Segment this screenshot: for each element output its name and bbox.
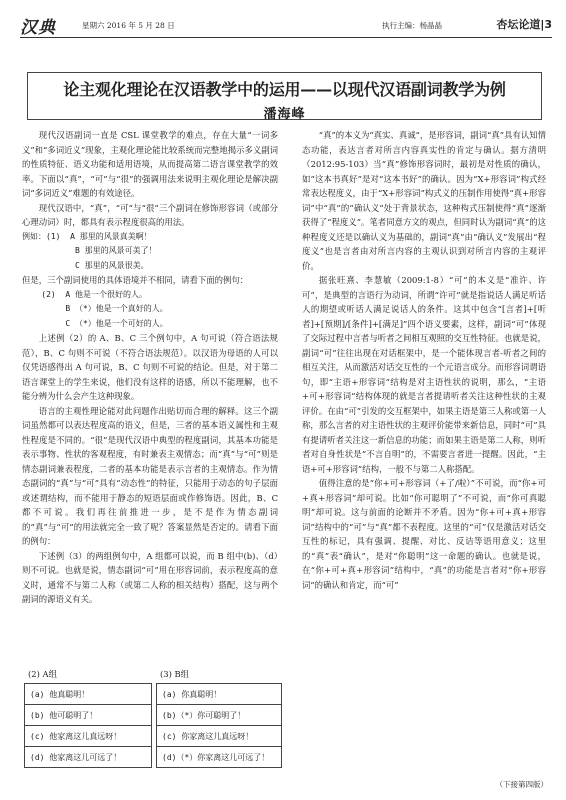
- example-line: (2) A 他是一个很好的人。: [22, 289, 147, 299]
- newspaper-logo: 汉典: [20, 18, 56, 38]
- page-header: [20, 16, 552, 38]
- header-divider: [20, 37, 552, 38]
- group-a-table: [24, 683, 152, 768]
- paragraph: 值得注意的是“你+可+形容词（+了/啦）”不可说，而“你+可+真+形容词”却可说。比如“你可聪明了”不可说，而“你可真聪明”却可说。这与前面的论断并不矛盾。因为“你+可+真+形容词”结构中的“可”与“真”都不表程度。这里的“可”仅是激活对话交互性的标记，具有强调、提醒、对比、反诘等语用意义；这里的“真”表“确认”，是对“你聪明”这一命题的确认。也就是说，在“你+可+真+形容词”结构中，“真”的功能是言者对“你+形容词”的确认和肯定，而“可”: [302, 478, 546, 590]
- group-a-label: (2) A组: [28, 669, 57, 679]
- table-cell: (a) 他真聪明！: [25, 684, 152, 705]
- paragraph: 上述例（2）的 A、B、C 三个例句中，A 句可说（符合语法规范），B、C 句则不可说（不符合语法规范）。以汉语为母语的人可以仅凭语感得出 A 句可说，B、C 句则不可说的结论。但是，对于第二语言课堂上的学生来说，他们没有这样的语感，所以不能理解，也不能分辨为什么会产生这种现象。: [22, 333, 278, 401]
- example-line: C （*）他是一个可好的人。: [22, 318, 168, 328]
- paragraph: 下述例（3）的两组例句中，A 组都可以说，而 B 组中(b)、（d）则不可说。也就是说，情态副词“可”用在形容词前，表示程度高的意义时，通常不与第二人称（或第二人称的相关结构）搭配，这与两个副词的源语义有关。: [22, 550, 278, 604]
- example-line: 例如：(1) A 那里的风景真美啊！: [22, 231, 152, 241]
- article-author: 潘海峰: [263, 107, 306, 122]
- right-column: [302, 128, 546, 592]
- example-group-a: [24, 668, 152, 768]
- paragraph: 语言的主观性理论能对此问题作出贴切而合理的解释。这三个副词虽然都可以表达程度高的语义，但是，三者的基本语义属性和主观性程度是不同的。“很”是现代汉语中典型的程度副词，其基本功能是表示事物、性状的客观程度，有时兼表主观情态；而“真”与“可”则是情态副词兼表程度，二者的基本功能是表示言者的主观情态。作为情态副词的“真”与“可”具有“动态性”的特征，只能用于动态的句子层面或述谓结构，而不能用于静态的短语层面或作修饰语。因此，B、C 都不可说。我们再往前推进一步，是不是作为情态副词的“真”与“可”的用法就完全一致了呢？答案显然是否定的。请看下面的例句：: [22, 405, 278, 546]
- table-cell: (b) 他可聪明了！: [25, 705, 152, 726]
- example-group-b: [156, 668, 282, 768]
- table-cell: (a) 你真聪明！: [157, 684, 282, 705]
- left-column: [22, 128, 278, 607]
- article-title: 论主观化理论在汉语教学中的运用——以现代汉语副词教学为例: [63, 80, 506, 99]
- table-cell: (c) 你家离这儿真远呀！: [157, 726, 282, 747]
- section-name: 杏坛论道|3: [496, 18, 552, 31]
- table-cell: (b)（*）你可聪明了！: [157, 705, 282, 726]
- paragraph: 现代汉语副词一直是 CSL 课堂教学的难点，存在大量“一词多义”和“多词近义”现象，主观化理论能比较系统而完整地揭示多义副词的性质特征、语义功能和适用语境，从而提高第二语言课堂教学的效率。下面以“真”，“可”与“很”的强调用法来说明主观化理论是解决副词“多词近义”难题的有效途径。: [22, 130, 278, 198]
- continued-note: （下接第四版）: [495, 780, 548, 789]
- group-b-label: (3) B组: [160, 669, 190, 679]
- table-cell: (d)（*）你家离这儿可远了！: [157, 747, 282, 768]
- table-cell: (d) 他家离这儿可远了！: [25, 747, 152, 768]
- table-cell: (c) 他家离这儿真远呀！: [25, 726, 152, 747]
- example-line: C 那里的风景很美。: [22, 260, 149, 270]
- paragraph: 据张旺熹、李慧敏（2009:1-8）“可”的本义是“准许、许可”，是典型的言语行为动词，所谓“许可”就是指说话人满足听话人的期望或听话人满足说话人的条件。这其中包含“[言者]+[听者]+[预期]/[条件]+[满足]”四个语义要素，这样，副词“可”体现了交际过程中言者与听者之间相互观照的交互性特征。也就是说，副词“可”往往出现在对话框架中，是一个能体现言者-听者之间的相互关注，从而激活对话交互性的一个元语言成分。而形容词谓语句，即“主语+形容词”结构是对主语性状的说明，那么，“主语+可+形容词”结构体现的就是言者提请听者关注这种性状的主观评价。在由“可”引发的交互框架中，如果主语是第三人称或第一人称，那么言者的对主语性状的主观评价能带来新信息，同时“可”具有提请听者关注这一新信息的功能；而如果主语是第二人称，则听者对自身性状是“不言自明”的，不需要言者进一提醒。因此，“主语+可+形容词”结构，一般不与第二人称搭配。: [302, 275, 546, 474]
- executive-editor: 执行主编：杨晶晶: [382, 21, 442, 30]
- paragraph: “真”的本义为“真实、真诚”，是形容词，副词“真”具有认知情态功能，表达言者对所言内容真实性的肯定与确认。据方清明（2012:95-103）当“真”修饰形容词时，最初是对性质的确认，如“这本书真好”是对“这本书好”的确认。因为“X+形容词”构式经常表达程度义，由于“X+形容词”构式义的压制作用使得“真+形容词”中“真”的“确认义”处于背景状态，这种构式压制使得“真”逐渐获得了“程度义”。笔者同意方文的观点，但同时认为副词“真”的这种程度义还是以确认义为基础的，副词“真”由“确认义”发展出“程度义”也是言者由对所言内容的主观认识到对所言内容的主观评价。: [302, 130, 546, 271]
- example-line: B 那里的风景可美了！: [22, 246, 157, 255]
- issue-date: 星期六 2016 年 5 月 28 日: [82, 21, 175, 30]
- example-line: B （*）他是一个真好的人。: [22, 304, 168, 313]
- paragraph: 但是，三个副词使用的具体语境并不相同，请看下面的例句：: [22, 275, 249, 285]
- group-b-table: [156, 683, 282, 768]
- title-box: [27, 72, 542, 120]
- paragraph: 现代汉语中，“真”，“可”与“很”三个副词在修饰形容词（或部分心理动词）时，都具有表示程度很高的用法。: [22, 202, 278, 227]
